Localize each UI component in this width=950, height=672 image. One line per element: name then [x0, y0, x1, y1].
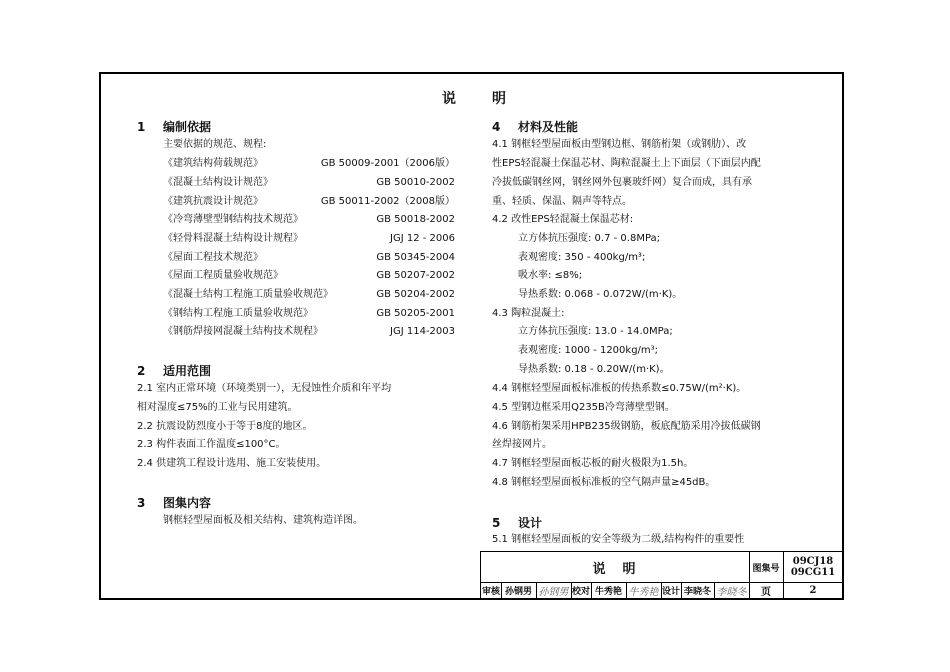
- section-4-heading: 4 材料及性能: [492, 120, 579, 134]
- standard-code: GB 50009-2001（2006版）: [320, 158, 455, 169]
- check-label: 校对: [571, 587, 590, 597]
- title-block: [480, 551, 843, 599]
- standard-code: GB 50018-2002: [376, 214, 455, 225]
- section-4-line: 丝焊接网片。: [492, 439, 552, 450]
- checker-name: 牛秀艳: [594, 587, 622, 597]
- designer-name: 李晓冬: [683, 587, 711, 597]
- section-2-line: 2.1 室内正常环境（环境类别一），无侵蚀性介质和年平均: [137, 383, 392, 394]
- checker-signature: 牛秀艳: [628, 587, 659, 598]
- section-4-line: 4.3 陶粒混凝土:: [492, 308, 565, 319]
- section-4-line: 冷拔低碳钢丝网，钢丝网外包裹玻纤网）复合而成，具有承: [492, 177, 752, 188]
- section-3-heading: 3 图集内容: [137, 496, 212, 510]
- section-4-line: 立方体抗压强度: 13.0 - 14.0MPa;: [518, 326, 673, 337]
- section-2-line: 2.4 供建筑工程设计选用、施工安装使用。: [137, 458, 327, 469]
- section-4-line: 导热系数: 0.18 - 0.20W/(m·K)。: [518, 364, 670, 375]
- standard-name: 《轻骨料混凝土结构设计规程》: [163, 233, 303, 244]
- section-4-line: 性EPS轻混凝土保温芯材、陶粒混凝土上下面层（下面层内配: [492, 158, 761, 169]
- section-4-line: 表观密度: 350 - 400kg/m³;: [518, 252, 646, 263]
- standard-name: 《钢筋焊接网混凝土结构技术规程》: [163, 326, 323, 337]
- section-4-line: 4.2 改性EPS轻混凝土保温芯材:: [492, 214, 634, 225]
- section-4-line: 4.8 钢框轻型屋面板标准板的空气隔声量≥45dB。: [492, 477, 716, 488]
- section-4-line: 吸水率: ≤8%;: [518, 270, 583, 281]
- section-2-line: 2.3 构件表面工作温度≤100°C。: [137, 439, 286, 450]
- standard-name: 《屋面工程技术规范》: [163, 252, 263, 263]
- standard-code: GB 50204-2002: [376, 289, 455, 300]
- atlas-number: 09CJ18 09CG11: [790, 556, 836, 578]
- section-5-heading: 5 设计: [492, 516, 543, 530]
- section-5-line: 5.1 钢框轻型屋面板的安全等级为二级,结构构件的重要性: [492, 534, 745, 545]
- section-1-heading: 1 编制依据: [137, 120, 212, 134]
- review-label: 审核: [481, 587, 500, 597]
- reviewer-signature: 孙钢男: [538, 587, 569, 598]
- page-label: 页: [761, 587, 771, 598]
- drawing-title: 说 明: [592, 561, 638, 577]
- page-number: 2: [809, 585, 817, 596]
- standard-name: 《冷弯薄壁型钢结构技术规范》: [163, 214, 303, 225]
- section-4-line: 4.5 型钢边框采用Q235B冷弯薄壁型钢。: [492, 402, 675, 413]
- section-4-line: 4.4 钢框轻型屋面板标准板的传热系数≤0.75W/(m²·K)。: [492, 383, 747, 394]
- section-4-line: 4.7 钢框轻型屋面板芯板的耐火极限为1.5h。: [492, 458, 694, 469]
- section-3-line: 钢框轻型屋面板及相关结构、建筑构造详图。: [163, 515, 363, 526]
- standard-name: 《钢结构工程施工质量验收规范》: [163, 308, 313, 319]
- section-4-line: 4.6 钢筋桁架采用HPB235级钢筋，板底配筋采用冷拔低碳钢: [492, 421, 761, 432]
- standard-name: 《屋面工程质量验收规范》: [163, 270, 283, 281]
- section-2-heading: 2 适用范围: [137, 364, 212, 378]
- reviewer-name: 孙钢男: [504, 587, 532, 597]
- standard-code: JGJ 12 - 2006: [390, 233, 455, 244]
- standard-name: 《混凝土结构工程施工质量验收规范》: [163, 289, 333, 300]
- section-4-line: 重、轻质、保温、隔声等特点。: [492, 196, 632, 207]
- standard-name: 《建筑结构荷载规范》: [163, 158, 263, 169]
- section-4-line: 表观密度: 1000 - 1200kg/m³;: [518, 345, 659, 356]
- standard-code: GB 50207-2002: [376, 270, 455, 281]
- section-2-line: 相对湿度≤75%的工业与民用建筑。: [137, 402, 298, 413]
- standard-code: GB 50205-2001: [376, 308, 455, 319]
- standard-code: GB 50010-2002: [376, 177, 455, 188]
- section-1-intro: 主要依据的规范、规程:: [163, 139, 267, 150]
- standard-code: JGJ 114-2003: [390, 326, 455, 337]
- section-4-line: 导热系数: 0.068 - 0.072W/(m·K)。: [518, 289, 683, 300]
- design-label: 设计: [661, 587, 680, 597]
- section-4-line: 4.1 钢框轻型屋面板由型钢边框、钢筋桁架（或钢肋）、改: [492, 139, 747, 150]
- standard-code: GB 50345-2004: [376, 252, 455, 263]
- designer-signature: 李晓冬: [716, 587, 747, 598]
- atlas-label: 图集号: [752, 563, 780, 574]
- section-2-line: 2.2 抗震设防烈度小于等于8度的地区。: [137, 421, 313, 432]
- standard-name: 《建筑抗震设计规范》: [163, 196, 263, 207]
- standard-name: 《混凝土结构设计规范》: [163, 177, 273, 188]
- page-title: 说 明: [442, 91, 508, 107]
- section-4-line: 立方体抗压强度: 0.7 - 0.8MPa;: [518, 233, 661, 244]
- standard-code: GB 50011-2002（2008版）: [320, 196, 455, 207]
